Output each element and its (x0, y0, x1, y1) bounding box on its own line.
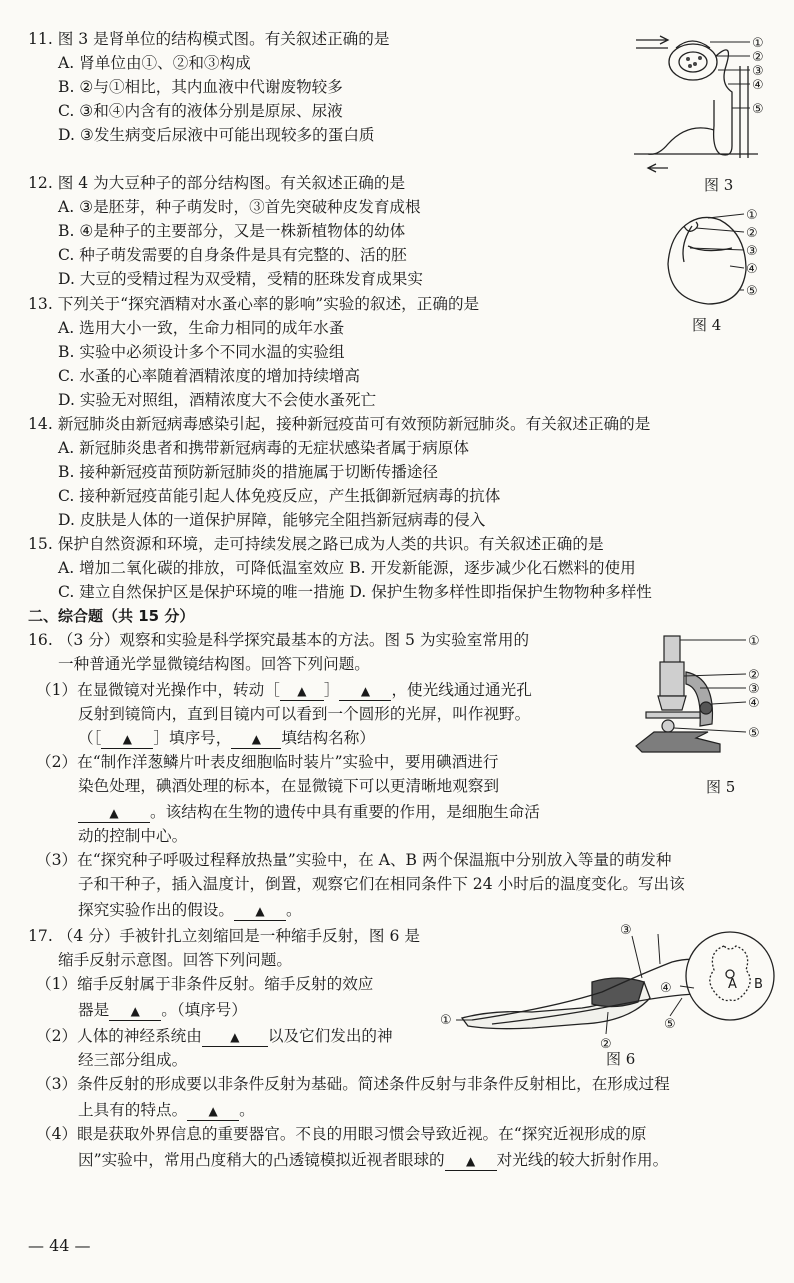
q16-part-1-line-2: 反射到镜筒内，直到目镜内可以看到一个圆形的光屏，叫作视野。 (78, 705, 531, 723)
q17-part-4-line-1: （4）眼是获取外界信息的重要器官。不良的用眼习惯会导致近视。在“探究近视形成的原 (36, 1125, 647, 1143)
fig6-label-a: A (728, 977, 737, 992)
q13-stem: 13. 下列关于“探究酒精对水蚤心率的影响”实验的叙述，正确的是 (28, 295, 480, 313)
q17-part-1-line-1: （1）缩手反射属于非条件反射。缩手反射的效应 (36, 975, 374, 993)
q14-option-a: A. 新冠肺炎患者和携带新冠病毒的无症状感染者属于病原体 (58, 439, 470, 457)
answer-blank-mark: ▲ (208, 1104, 218, 1118)
q14-option-b: B. 接种新冠疫苗预防新冠肺炎的措施属于切断传播途径 (58, 463, 439, 481)
q16-part-1-line-1 (36, 679, 532, 701)
q16-p1-text-e: （［ (78, 729, 102, 747)
q13-option-a: A. 选用大小一致，生命力相同的成年水蚤 (58, 319, 345, 337)
q16-part-2-line-3 (78, 801, 540, 823)
fig5-label-1: ① (748, 634, 760, 649)
answer-blank-mark: ▲ (130, 1004, 140, 1018)
fig3-label-1: ① (752, 36, 764, 51)
q13-option-c: C. 水蚤的心率随着酒精浓度的增加持续增高 (58, 367, 360, 385)
q16-blank-3 (101, 729, 153, 749)
q16-part-3-line-3 (78, 899, 302, 921)
figure-3-nephron (628, 26, 778, 178)
fig6-label-1: ① (440, 1013, 452, 1028)
q16-p1-text-f: ］填序号， (153, 729, 232, 747)
figure-4-soybean-seed (650, 204, 778, 312)
q16-p1-text-c: ，使光线通过通光孔 (391, 681, 532, 699)
fig5-label-5: ⑤ (748, 726, 760, 741)
fig4-label-3: ③ (746, 244, 758, 259)
fig3-label-2: ② (752, 50, 764, 65)
answer-blank-mark: ▲ (251, 732, 261, 746)
fig3-label-4: ④ (752, 78, 764, 93)
figure-4-caption: 图 4 (692, 316, 722, 334)
answer-blank-mark: ▲ (230, 1030, 240, 1044)
q12-option-c: C. 种子萌发需要的自身条件是具有完整的、活的胚 (58, 246, 407, 264)
page-number: — 44 — (28, 1236, 91, 1255)
q16-line-2: 一种普通光学显微镜结构图。回答下列问题。 (58, 655, 370, 673)
q12-option-a: A. ③是胚芽，种子萌发时，③首先突破种皮发育成根 (58, 198, 421, 216)
q16-p2-text-c: 。该结构在生物的遗传中具有重要的作用，是细胞生命活 (150, 803, 540, 821)
q17-p3-text-b: 上具有的特点。 (78, 1101, 188, 1119)
q16-part-3-line-1: （3）在“探究种子呼吸过程释放热量”实验中，在 A、B 两个保温瓶中分别放入等量的萌发种 (36, 851, 672, 869)
fig6-label-3: ③ (620, 923, 632, 938)
q17-p1-text-c: 。（填序号） (161, 1001, 247, 1019)
q17-p2-text-b: 以及它们发出的神 (267, 1027, 393, 1045)
q11-option-a: A. 肾单位由①、②和③构成 (58, 54, 251, 72)
section-2-title: 二、综合题（共 15 分） (28, 607, 195, 625)
q11-option-c: C. ③和④内含有的液体分别是原尿、尿液 (58, 102, 343, 120)
answer-blank-mark: ▲ (122, 732, 132, 746)
q16-part-1-line-3 (78, 727, 375, 749)
q16-part-2-line-2: 染色处理，碘酒处理的标本，在显微镜下可以更清晰地观察到 (78, 777, 500, 795)
q17-part-2-line-1 (36, 1025, 393, 1047)
fig6-label-2: ② (600, 1037, 612, 1052)
answer-blank-mark: ▲ (109, 806, 119, 820)
q12-option-d: D. 大豆的受精过程为双受精，受精的胚珠发育成果实 (58, 270, 423, 288)
fig6-label-4: ④ (660, 981, 672, 996)
answer-blank-mark: ▲ (466, 1154, 476, 1168)
q17-p4-text-c: 对光线的较大折射作用。 (496, 1151, 669, 1169)
figure-5-caption: 图 5 (706, 778, 736, 796)
q17-line-2: 缩手反射示意图。回答下列问题。 (58, 951, 292, 969)
figure-3-caption: 图 3 (704, 176, 734, 194)
fig3-label-5: ⑤ (752, 102, 764, 117)
q13-option-b: B. 实验中必须设计多个不同水温的实验组 (58, 343, 345, 361)
q16-blank-1 (280, 681, 324, 701)
q16-blank-2 (339, 681, 391, 701)
fig5-label-3: ③ (748, 682, 760, 697)
q16-blank-4 (231, 729, 281, 749)
q11-option-d: D. ③发生病变后尿液中可能出现较多的蛋白质 (58, 126, 375, 144)
fig4-label-1: ① (746, 208, 758, 223)
q16-blank-6 (234, 901, 286, 921)
q12-stem: 12. 图 4 为大豆种子的部分结构图。有关叙述正确的是 (28, 174, 406, 192)
q15-options-ab: A. 增加二氧化碳的排放，可降低温室效应 B. 开发新能源，逐步减少化石燃料的使用 (58, 559, 636, 577)
answer-blank-mark: ▲ (255, 904, 265, 918)
fig3-label-3: ③ (752, 64, 764, 79)
q14-option-d: D. 皮肤是人体的一道保护屏障，能够完全阻挡新冠病毒的侵入 (58, 511, 486, 529)
figure-6-caption: 图 6 (606, 1050, 636, 1068)
q16-p1-text-g: 填结构名称） (281, 729, 375, 747)
q11-stem: 11. 图 3 是肾单位的结构模式图。有关叙述正确的是 (28, 30, 390, 48)
q16-part-2-line-4: 动的控制中心。 (78, 827, 188, 845)
q17-part-4-line-2 (78, 1149, 668, 1171)
q17-line-1: 17. （4 分）手被针扎立刻缩回是一种缩手反射，图 6 是 (28, 927, 420, 945)
fig4-label-2: ② (746, 226, 758, 241)
q14-stem: 14. 新冠肺炎由新冠病毒感染引起，接种新冠疫苗可有效预防新冠肺炎。有关叙述正确的是 (28, 415, 651, 433)
q17-p2-text-a: （2）人体的神经系统由 (36, 1027, 202, 1045)
q16-p1-text-a: （1）在显微镜对光操作中，转动［ (36, 681, 280, 699)
q17-part-3-line-2 (78, 1099, 255, 1121)
q17-blank-4 (445, 1151, 497, 1171)
q15-stem: 15. 保护自然资源和环境，走可持续发展之路已成为人类的共识。有关叙述正确的是 (28, 535, 604, 553)
fig5-label-4: ④ (748, 696, 760, 711)
fig4-label-4: ④ (746, 262, 758, 277)
q16-p1-text-b: ］ (323, 681, 340, 699)
q16-p3-text-c: 探究实验作出的假设。 (78, 901, 234, 919)
q17-p1-text-b: 器是 (78, 1001, 110, 1019)
fig5-label-2: ② (748, 668, 760, 683)
q17-part-3-line-1: （3）条件反射的形成要以非条件反射为基础。简述条件反射与非条件反射相比，在形成过程 (36, 1075, 670, 1093)
fig4-label-5: ⑤ (746, 284, 758, 299)
q16-line-1: 16. （3 分）观察和实验是科学探究最基本的方法。图 5 为实验室常用的 (28, 631, 530, 649)
figure-5-microscope (624, 628, 782, 766)
q11-option-b: B. ②与①相比，其内血液中代谢废物较多 (58, 78, 343, 96)
figure-6-reflex-arc (432, 912, 780, 1052)
q12-option-b: B. ④是种子的主要部分，又是一株新植物体的幼体 (58, 222, 406, 240)
fig6-label-b: B (754, 977, 763, 992)
q16-blank-5 (78, 803, 150, 823)
answer-blank-mark: ▲ (360, 684, 371, 698)
q15-options-cd: C. 建立自然保护区是保护环境的唯一措施 D. 保护生物多样性即指保护生物物种多样性 (58, 583, 652, 601)
q16-p3-text-d: 。 (285, 901, 302, 919)
fig6-label-5: ⑤ (664, 1017, 676, 1032)
q14-option-c: C. 接种新冠疫苗能引起人体免疫反应，产生抵御新冠病毒的抗体 (58, 487, 501, 505)
q17-blank-2 (202, 1027, 268, 1047)
q16-part-2-line-1: （2）在“制作洋葱鳞片叶表皮细胞临时装片”实验中，要用碘酒进行 (36, 753, 499, 771)
q17-part-2-line-2: 经三部分组成。 (78, 1051, 188, 1069)
q16-part-3-line-2: 子和干种子，插入温度计，倒置，观察它们在相同条件下 24 小时后的温度变化。写出该 (78, 875, 685, 893)
q17-blank-1 (109, 1001, 161, 1021)
q17-p4-text-b: 因”实验中，常用凸度稍大的凸透镜模拟近视者眼球的 (78, 1151, 445, 1169)
q17-blank-3 (187, 1101, 239, 1121)
q17-part-1-line-2 (78, 999, 247, 1021)
answer-blank-mark: ▲ (297, 684, 307, 698)
q13-option-d: D. 实验无对照组，酒精浓度大不会使水蚤死亡 (58, 391, 377, 409)
q17-p3-text-c: 。 (239, 1101, 255, 1119)
